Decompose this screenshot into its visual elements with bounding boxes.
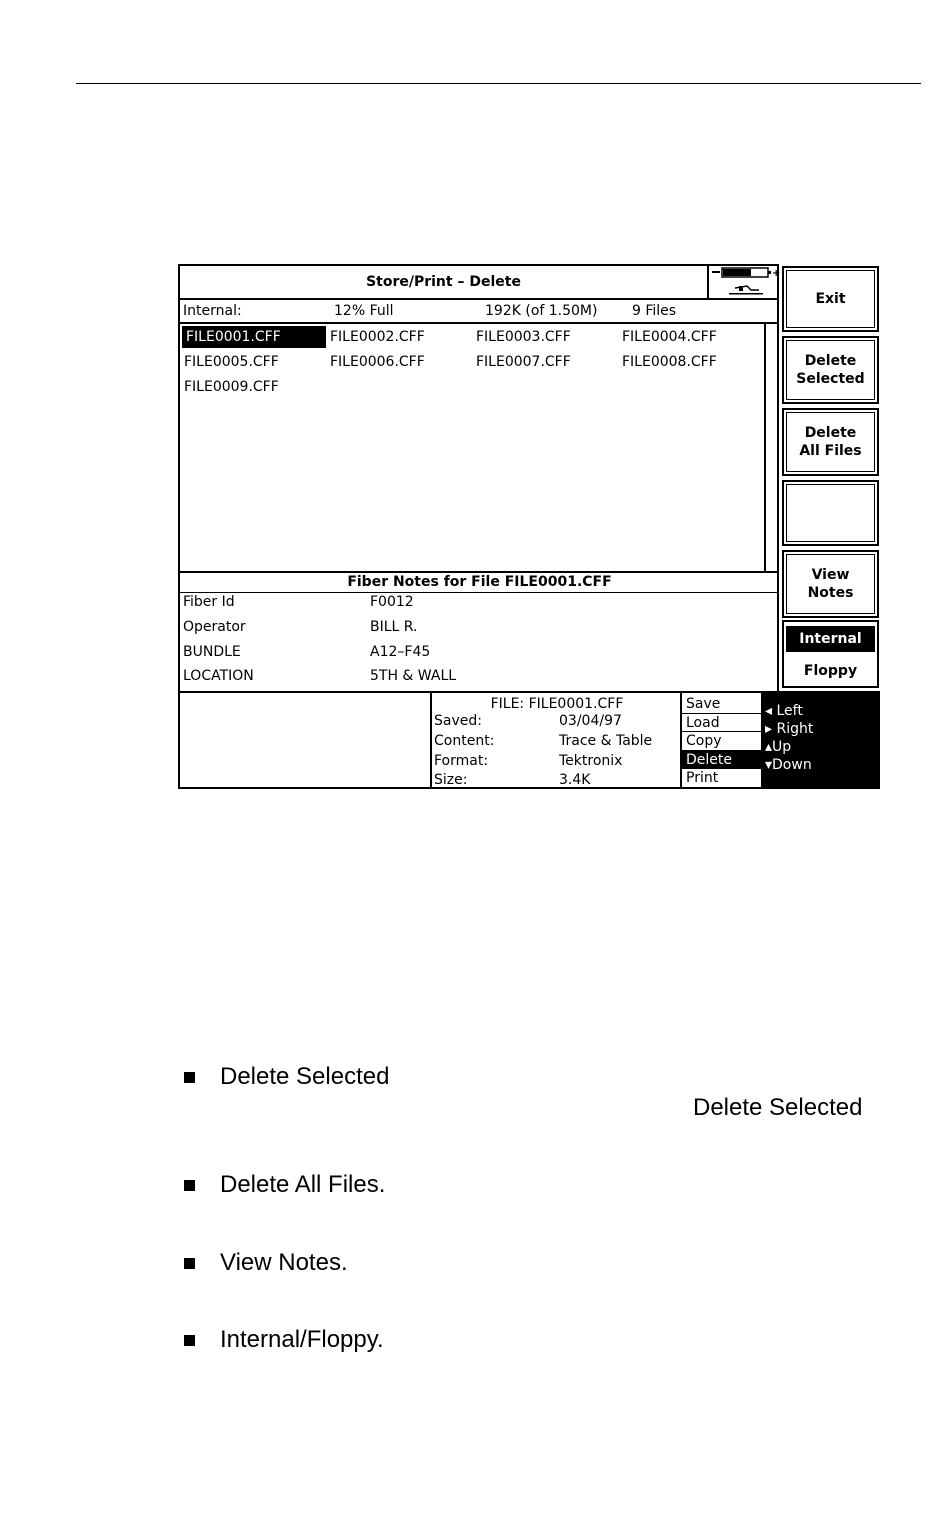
page-rule [76, 83, 921, 84]
bullet-text: Delete Selected [220, 1063, 390, 1090]
menu-item-save[interactable]: Save [682, 695, 761, 714]
note-label: Operator [183, 619, 246, 635]
function-menu[interactable] [682, 695, 761, 788]
bullet-icon [184, 1180, 195, 1191]
note-label: LOCATION [183, 668, 254, 684]
toggle-floppy[interactable]: Floppy [803, 663, 858, 679]
svg-text:+: + [772, 268, 781, 279]
fiber-notes-heading: Fiber Notes for File FILE0001.CFF [347, 574, 612, 590]
file-item[interactable]: FILE0008.CFF [622, 354, 717, 370]
menu-item-print[interactable]: Print [682, 769, 761, 788]
inline-reference: Delete Selected [693, 1094, 863, 1121]
file-info-value: 3.4K [559, 772, 591, 788]
file-item[interactable]: FILE0002.CFF [330, 329, 425, 345]
bullet-icon [184, 1335, 195, 1346]
otdr-screen [178, 264, 880, 791]
bullet-text: Internal/Floppy. [220, 1326, 384, 1353]
file-count: 9 Files [632, 303, 677, 319]
file-item[interactable]: FILE0004.CFF [622, 329, 717, 345]
menu-item-copy[interactable]: Copy [682, 732, 761, 751]
file-item[interactable]: FILE0003.CFF [476, 329, 571, 345]
arrow-right-icon: ▸ [765, 721, 773, 737]
file-info-key: Saved: [434, 713, 482, 729]
file-list[interactable] [180, 324, 764, 571]
battery-icon [709, 266, 779, 296]
storage-location: Internal: [183, 303, 242, 319]
file-info-value: Trace & Table [559, 733, 653, 749]
nav-right: ▸ Right [765, 721, 814, 737]
note-label: Fiber Id [183, 594, 235, 610]
file-item[interactable]: FILE0007.CFF [476, 354, 571, 370]
file-info-key: Content: [434, 733, 495, 749]
main-panel [178, 264, 779, 789]
bullet-icon [184, 1258, 195, 1269]
file-item[interactable]: FILE0005.CFF [184, 354, 279, 370]
arrow-up-icon: ▴ [765, 739, 773, 755]
bullet-text: View Notes. [220, 1249, 348, 1276]
note-value: 5TH & WALL [370, 668, 457, 684]
storage-status [180, 300, 779, 322]
softkey-delete-selected[interactable]: Delete Selected [782, 336, 879, 404]
softkey-view-notes[interactable]: View Notes [782, 550, 879, 618]
softkey-exit[interactable]: Exit [782, 266, 879, 332]
note-value: F0012 [370, 594, 414, 610]
file-list-scrollbar[interactable] [764, 324, 779, 573]
file-item[interactable]: FILE0006.CFF [330, 354, 425, 370]
nav-key-hints [761, 691, 880, 789]
arrow-down-icon: ▾ [765, 757, 773, 773]
file-item[interactable]: FILE0001.CFF [182, 326, 326, 348]
nav-up: ▴Up [765, 739, 792, 755]
note-label: BUNDLE [183, 644, 241, 660]
storage-size: 192K (of 1.50M) [485, 303, 598, 319]
nav-left: ◂ Left [765, 703, 803, 719]
note-value: A12–F45 [370, 644, 431, 660]
bullet-text: Delete All Files. [220, 1171, 386, 1198]
bullet-icon [184, 1072, 195, 1083]
file-info-key: Size: [434, 772, 468, 788]
note-value: BILL R. [370, 619, 418, 635]
storage-percent: 12% Full [334, 303, 394, 319]
file-info-key: Format: [434, 753, 489, 769]
softkey-internal-floppy[interactable] [782, 620, 879, 688]
arrow-left-icon: ◂ [765, 703, 773, 719]
menu-item-load[interactable]: Load [682, 714, 761, 733]
file-info-value: Tektronix [559, 753, 623, 769]
toggle-internal[interactable]: Internal [786, 626, 875, 652]
file-item[interactable]: FILE0009.CFF [184, 379, 279, 395]
nav-down: ▾Down [765, 757, 812, 773]
softkey-blank[interactable] [782, 480, 879, 546]
window-title: Store/Print – Delete [366, 274, 521, 290]
file-info-title: FILE: FILE0001.CFF [490, 696, 624, 712]
menu-item-delete[interactable]: Delete [682, 751, 761, 770]
file-info-value: 03/04/97 [559, 713, 622, 729]
softkey-delete-all-files[interactable]: Delete All Files [782, 408, 879, 476]
battery-indicator [707, 266, 779, 298]
